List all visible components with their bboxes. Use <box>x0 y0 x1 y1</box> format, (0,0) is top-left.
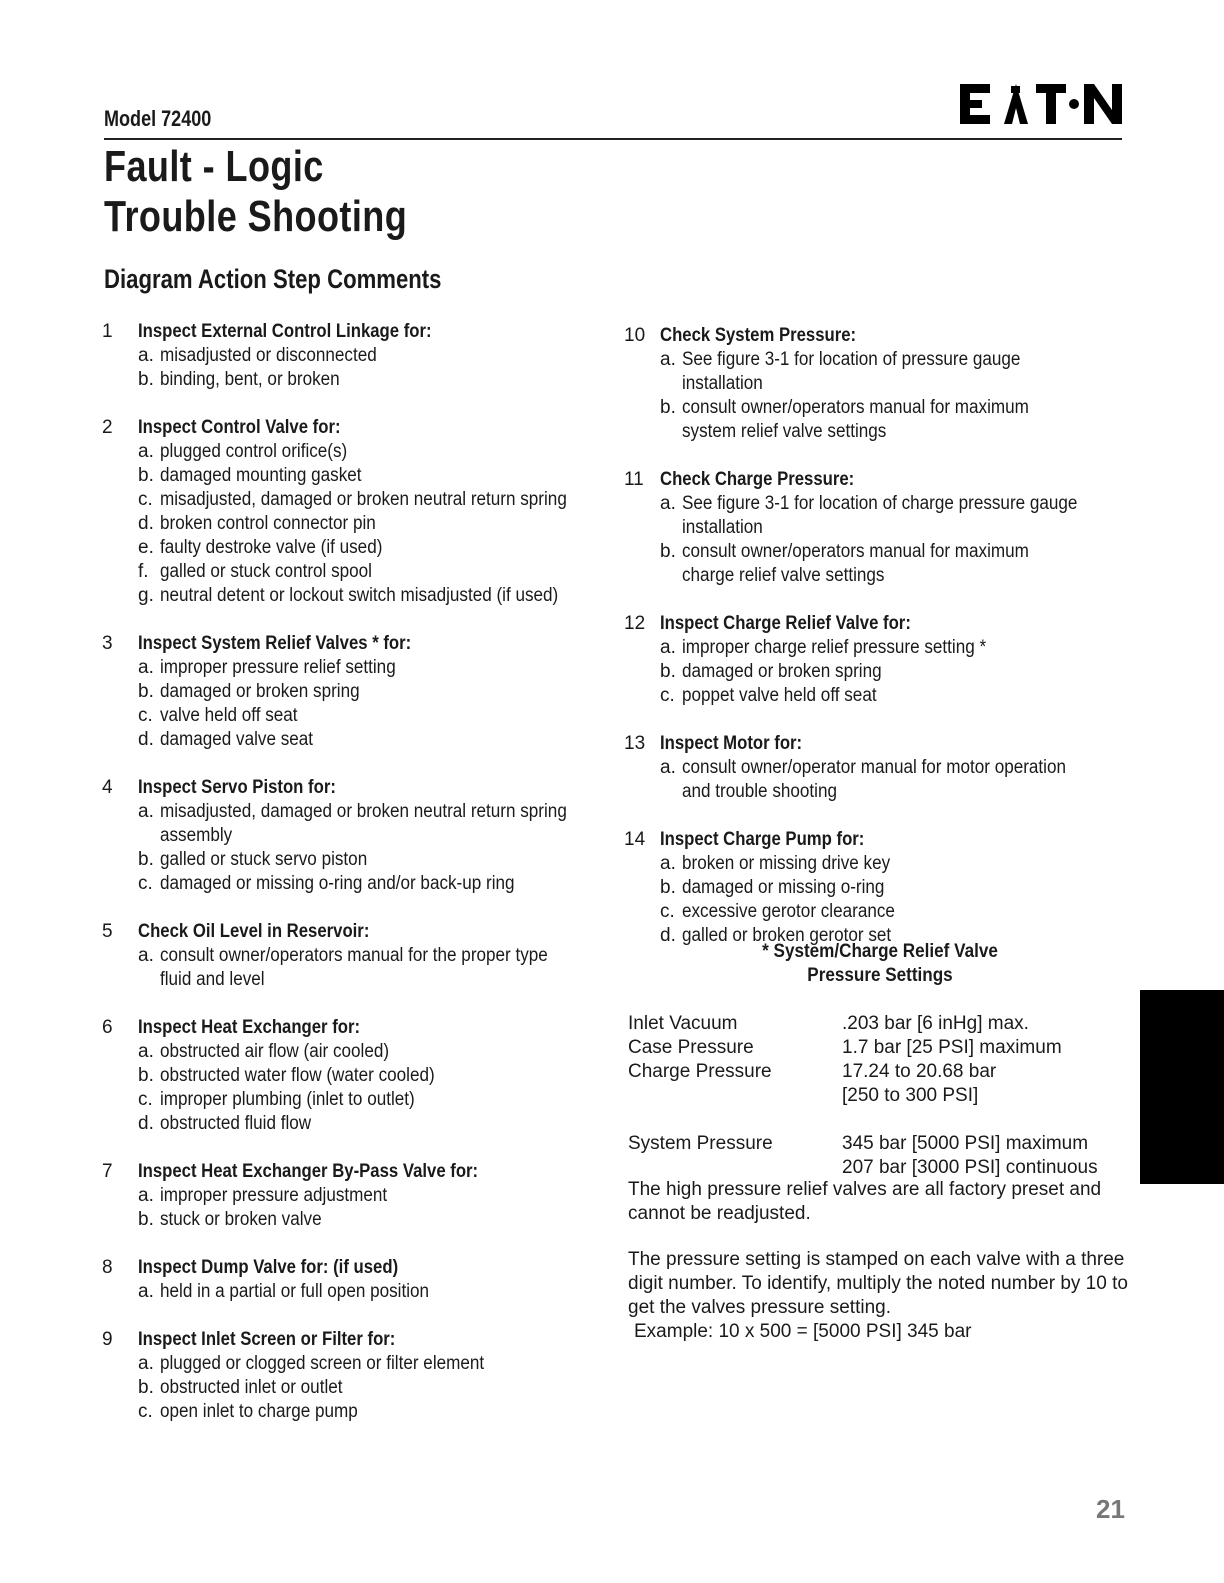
step-number: 13 <box>624 733 646 754</box>
step-item <box>138 1088 618 1112</box>
action-step <box>620 324 1130 444</box>
step-item <box>138 800 618 848</box>
item-text: galled or stuck servo piston <box>160 849 368 870</box>
action-step <box>98 320 618 392</box>
step-item <box>660 900 1130 924</box>
action-step <box>98 1328 618 1424</box>
item-text: obstructed inlet or outlet <box>160 1377 343 1398</box>
action-step <box>98 1016 618 1136</box>
action-step <box>98 920 618 992</box>
step-title: Inspect Motor for: <box>660 733 803 754</box>
item-letter: b. <box>660 661 676 682</box>
item-letter: b. <box>660 877 676 898</box>
step-item <box>138 560 618 584</box>
item-letter: a. <box>138 1041 154 1062</box>
step-item <box>138 1184 618 1208</box>
item-letter: a. <box>660 349 676 370</box>
item-letter: a. <box>660 493 676 514</box>
item-letter: f. <box>138 561 149 582</box>
item-text: damaged or missing o-ring <box>682 877 885 898</box>
settings-value: 1.7 bar [25 PSI] maximum <box>842 1037 1062 1058</box>
step-number: 11 <box>624 469 644 490</box>
step-item <box>138 344 618 368</box>
step-item <box>660 876 1130 900</box>
item-text: damaged valve seat <box>160 729 314 750</box>
item-letter: b. <box>138 1209 154 1230</box>
item-letter: b. <box>138 465 154 486</box>
step-number: 1 <box>102 321 113 342</box>
item-letter: c. <box>660 901 675 922</box>
settings-row <box>628 1132 1128 1156</box>
step-title: Inspect Charge Pump for: <box>660 829 865 850</box>
item-text: damaged mounting gasket <box>160 465 362 486</box>
step-title: Inspect Servo Piston for: <box>138 777 336 798</box>
settings-label: Inlet Vacuum <box>628 1013 738 1034</box>
item-letter: b. <box>138 1065 154 1086</box>
item-letter: d. <box>138 1113 154 1134</box>
settings-value: [250 to 300 PSI] <box>842 1085 979 1106</box>
page-title <box>104 142 407 242</box>
step-item <box>660 540 1130 588</box>
item-letter: c. <box>660 685 675 706</box>
item-letter: a. <box>138 1281 154 1302</box>
item-text: excessive gerotor clearance <box>682 901 895 922</box>
action-step <box>98 1256 618 1304</box>
item-letter: a. <box>138 1353 154 1374</box>
item-letter: b. <box>660 397 676 418</box>
step-item <box>138 704 618 728</box>
item-letter: a. <box>138 345 154 366</box>
step-item <box>138 488 618 512</box>
step-item <box>138 1400 618 1424</box>
item-text: misadjusted or disconnected <box>160 345 377 366</box>
step-title: Inspect System Relief Valves * for: <box>138 633 412 654</box>
item-letter: a. <box>138 1185 154 1206</box>
step-title: Inspect Inlet Screen or Filter for: <box>138 1329 396 1350</box>
action-step <box>98 776 618 896</box>
step-title: Inspect Charge Relief Valve for: <box>660 613 911 634</box>
steps-right-column <box>620 324 1130 972</box>
item-letter: a. <box>138 441 154 462</box>
item-letter: b. <box>138 1377 154 1398</box>
note-pressure-stamp <box>628 1248 1128 1344</box>
settings-value: .203 bar [6 inHg] max. <box>842 1013 1029 1034</box>
step-number: 3 <box>102 633 113 654</box>
item-text: obstructed air flow (air cooled) <box>160 1041 390 1062</box>
item-text: broken or missing drive key <box>682 853 891 874</box>
step-number: 10 <box>624 325 646 346</box>
action-step <box>620 468 1130 588</box>
step-item <box>138 1040 618 1064</box>
item-text: binding, bent, or broken <box>160 369 340 390</box>
item-letter: a. <box>660 853 676 874</box>
item-letter: a. <box>138 657 154 678</box>
item-letter: a. <box>660 637 676 658</box>
action-step <box>98 416 618 608</box>
settings-row <box>628 1036 1128 1060</box>
settings-label: Charge Pressure <box>628 1061 772 1082</box>
step-item <box>660 492 1130 540</box>
item-text: held in a partial or full open position <box>160 1281 430 1302</box>
item-text: obstructed water flow (water cooled) <box>160 1065 435 1086</box>
step-number: 5 <box>102 921 113 942</box>
item-text: faulty destroke valve (if used) <box>160 537 383 558</box>
pressure-settings-table <box>628 1012 1128 1180</box>
settings-row <box>628 1156 1128 1180</box>
item-letter: e. <box>138 537 154 558</box>
item-letter: g. <box>138 585 154 606</box>
step-item <box>660 348 1130 396</box>
item-text: valve held off seat <box>160 705 298 726</box>
page-number: 21 <box>1096 1494 1125 1524</box>
step-number: 6 <box>102 1017 113 1038</box>
settings-row <box>628 1084 1128 1108</box>
item-text: improper plumbing (inlet to outlet) <box>160 1089 415 1110</box>
item-letter: c. <box>138 489 153 510</box>
action-step <box>620 732 1130 804</box>
item-letter: a. <box>660 757 676 778</box>
item-text: stuck or broken valve <box>160 1209 322 1230</box>
item-text: obstructed fluid flow <box>160 1113 312 1134</box>
item-text: improper pressure relief setting <box>160 657 396 678</box>
page-title-line1: Fault - Logic <box>104 142 324 191</box>
step-item <box>660 852 1130 876</box>
step-title: Inspect Dump Valve for: (if used) <box>138 1257 399 1278</box>
step-title: Inspect Control Valve for: <box>138 417 341 438</box>
step-number: 8 <box>102 1257 113 1278</box>
step-item <box>138 1112 618 1136</box>
step-number: 12 <box>624 613 646 634</box>
step-item <box>660 756 1130 804</box>
settings-title-line1: * System/Charge Relief Valve <box>762 941 998 962</box>
settings-title <box>736 940 1024 988</box>
page-title-line2: Trouble Shooting <box>104 192 408 241</box>
item-text: consult owner/operators manual for maximum system relief valve settings <box>682 397 1029 442</box>
step-number: 4 <box>102 777 113 798</box>
item-text: See figure 3-1 for location of pressure gauge installation <box>682 349 1021 394</box>
settings-title-line2: Pressure Settings <box>807 965 953 986</box>
item-letter: a. <box>138 801 154 822</box>
step-item <box>138 944 618 992</box>
step-item <box>660 636 1130 660</box>
settings-row <box>628 1012 1128 1036</box>
step-item <box>138 848 618 872</box>
step-title: Check Oil Level in Reservoir: <box>138 921 370 942</box>
step-number: 7 <box>102 1161 113 1182</box>
item-text: consult owner/operator manual for motor operation and trouble shooting <box>682 757 1067 802</box>
step-number: 9 <box>102 1329 113 1350</box>
step-title: Inspect External Control Linkage for: <box>138 321 432 342</box>
item-text: damaged or broken spring <box>160 681 360 702</box>
step-item <box>138 1064 618 1088</box>
settings-value: 345 bar [5000 PSI] maximum <box>842 1133 1089 1154</box>
item-text: misadjusted, damaged or broken neutral return spring <box>160 489 567 510</box>
item-text: damaged or broken spring <box>682 661 882 682</box>
item-text: plugged control orifice(s) <box>160 441 348 462</box>
step-item <box>138 872 618 896</box>
item-letter: c. <box>138 705 153 726</box>
step-item <box>138 728 618 752</box>
item-text: damaged or missing o-ring and/or back-up ring <box>160 873 515 894</box>
step-title: Inspect Heat Exchanger for: <box>138 1017 361 1038</box>
step-item <box>138 1208 618 1232</box>
item-text: broken control connector pin <box>160 513 376 534</box>
step-item <box>138 584 618 608</box>
step-title: Check Charge Pressure: <box>660 469 855 490</box>
settings-value: 207 bar [3000 PSI] continuous <box>842 1157 1098 1178</box>
note-example: Example: 10 x 500 = [5000 PSI] 345 bar <box>634 1321 972 1342</box>
item-letter: d. <box>660 925 676 946</box>
item-text: improper charge relief pressure setting * <box>682 637 987 658</box>
step-item <box>138 1352 618 1376</box>
step-item <box>138 656 618 680</box>
step-number: 14 <box>624 829 646 850</box>
item-letter: a. <box>138 945 154 966</box>
item-text: open inlet to charge pump <box>160 1401 358 1422</box>
action-step <box>98 1160 618 1232</box>
step-item <box>138 368 618 392</box>
item-letter: c. <box>138 1089 153 1110</box>
item-text: consult owner/operators manual for the proper type fluid and level <box>160 945 548 990</box>
item-text: consult owner/operators manual for maximum charge relief valve settings <box>682 541 1029 586</box>
settings-value: 17.24 to 20.68 bar <box>842 1061 997 1082</box>
step-item <box>138 1376 618 1400</box>
action-step <box>620 828 1130 948</box>
section-tab-marker <box>1140 990 1224 1184</box>
action-step <box>620 612 1130 708</box>
model-label: Model 72400 <box>104 106 212 131</box>
step-item <box>138 464 618 488</box>
section-subtitle: Diagram Action Step Comments <box>104 264 442 294</box>
item-text: galled or stuck control spool <box>160 561 372 582</box>
eaton-logo <box>958 80 1124 128</box>
item-text: neutral detent or lockout switch misadjusted (if used) <box>160 585 559 606</box>
step-item <box>138 512 618 536</box>
item-letter: b. <box>138 681 154 702</box>
item-text: poppet valve held off seat <box>682 685 877 706</box>
step-item <box>138 440 618 464</box>
step-number: 2 <box>102 417 113 438</box>
step-item <box>138 536 618 560</box>
item-text: plugged or clogged screen or filter element <box>160 1353 485 1374</box>
action-step <box>98 632 618 752</box>
note-pressure-stamp-text: The pressure setting is stamped on each valve with a three digit number. To identify, multiply the noted number by 10 to get the valves pressure setting. <box>628 1249 1128 1318</box>
step-item <box>138 1280 618 1304</box>
item-text: improper pressure adjustment <box>160 1185 388 1206</box>
item-letter: b. <box>660 541 676 562</box>
item-letter: d. <box>138 513 154 534</box>
settings-row <box>628 1060 1128 1084</box>
header-rule <box>104 138 1122 140</box>
item-letter: d. <box>138 729 154 750</box>
note-factory-preset: The high pressure relief valves are all factory preset and cannot be readjusted. <box>628 1179 1102 1224</box>
item-letter: b. <box>138 849 154 870</box>
item-text: galled or broken gerotor set <box>682 925 892 946</box>
item-text: misadjusted, damaged or broken neutral return spring assembly <box>160 801 567 846</box>
step-item <box>660 684 1130 708</box>
step-item <box>138 680 618 704</box>
step-item <box>660 660 1130 684</box>
item-letter: b. <box>138 369 154 390</box>
item-letter: c. <box>138 873 153 894</box>
step-item <box>660 396 1130 444</box>
steps-left-column <box>98 320 618 1448</box>
step-title: Check System Pressure: <box>660 325 857 346</box>
item-letter: c. <box>138 1401 153 1422</box>
settings-label: System Pressure <box>628 1133 773 1154</box>
step-title: Inspect Heat Exchanger By-Pass Valve for: <box>138 1161 479 1182</box>
item-text: See figure 3-1 for location of charge pressure gauge installation <box>682 493 1078 538</box>
settings-label: Case Pressure <box>628 1037 754 1058</box>
